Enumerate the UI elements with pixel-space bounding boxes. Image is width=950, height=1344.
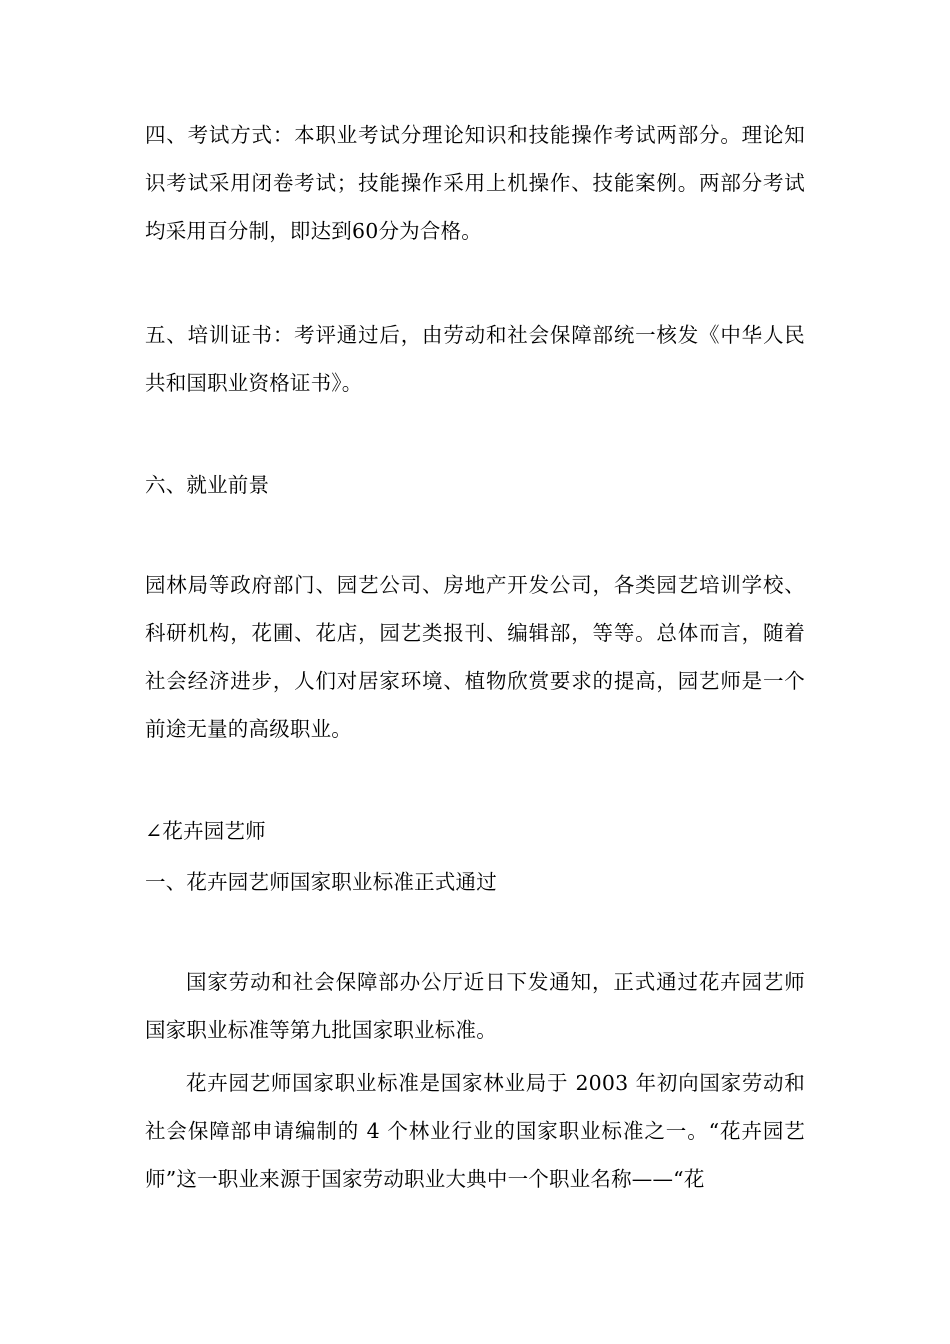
paragraph-standard-origin: 花卉园艺师国家职业标准是国家林业局于 2003 年初向国家劳动和社会保障部申请编制的 4 个林业行业的国家职业标准之一。“花卉园艺师”这一职业来源于国家劳动职业大典中一个职业名称——“花 (145, 1071, 805, 1191)
heading-standard-approved: 一、花卉园艺师国家职业标准正式通过 (145, 870, 497, 894)
heading-flower-horticulturist: ∠花卉园艺师 (145, 819, 266, 843)
paragraph-notice: 国家劳动和社会保障部办公厅近日下发通知，正式通过花卉园艺师国家职业标准等第九批国家职业标准。 (145, 970, 805, 1042)
paragraph-training-certificate: 五、培训证书：考评通过后，由劳动和社会保障部统一核发《中华人民共和国职业资格证书》。 (145, 323, 805, 395)
paragraph-employment-details: 园林局等政府部门、园艺公司、房地产开发公司，各类园艺培训学校、科研机构，花圃、花店，园艺类报刊、编辑部，等等。总体而言，随着社会经济进步，人们对居家环境、植物欣赏要求的提高，园艺师是一个前途无量的高级职业。 (145, 573, 805, 741)
heading-employment-prospects: 六、就业前景 (145, 473, 270, 497)
paragraph-exam-method: 四、考试方式：本职业考试分理论知识和技能操作考试两部分。理论知识考试采用闭卷考试；技能操作采用上机操作、技能案例。两部分考试均采用百分制，即达到60分为合格。 (145, 123, 805, 243)
